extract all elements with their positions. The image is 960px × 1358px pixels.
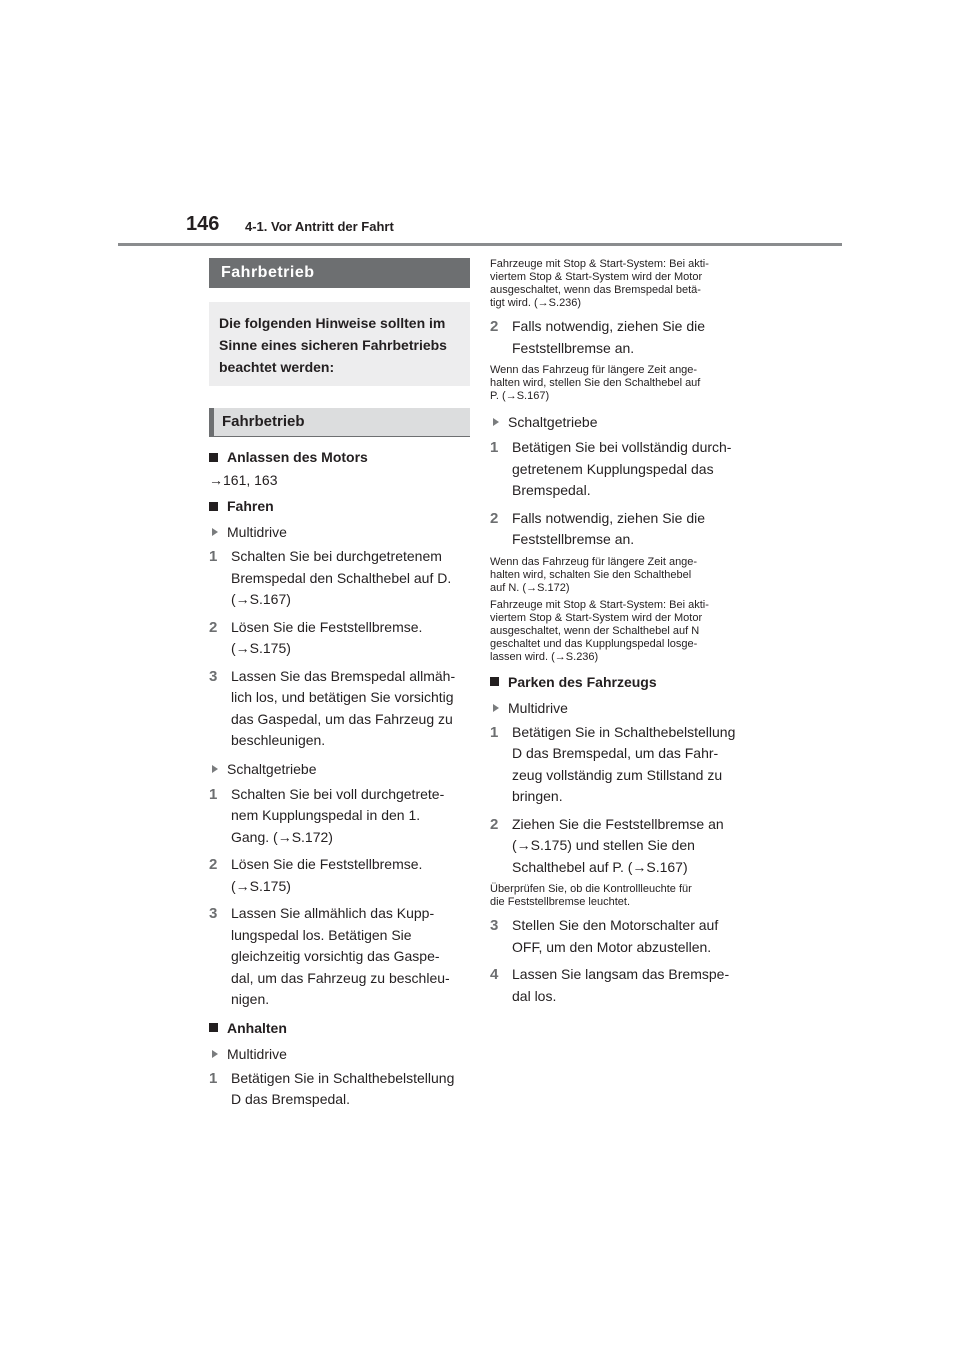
step-item <box>209 784 470 849</box>
step-line: (→S.175) und stellen Sie den <box>512 837 695 853</box>
note-line: Wenn das Fahrzeug für längere Zeit ange- <box>490 555 698 568</box>
step-item <box>209 1068 470 1111</box>
note-line: viertem Stop & Start-System wird der Motor <box>490 271 703 283</box>
right-column <box>490 258 751 1007</box>
subheading-multidrive <box>209 1044 470 1064</box>
note-line: halten wird, schalten Sie den Schalthebel <box>490 568 692 581</box>
step-number: 1 <box>209 785 218 803</box>
section-title: 4-1. Vor Antritt der Fahrt <box>245 219 394 234</box>
step-line: OFF, um den Motor abzustellen. <box>512 938 712 955</box>
triangle-bullet-icon <box>493 704 499 712</box>
subheading-text: Multidrive <box>508 699 568 716</box>
heading-anlassen <box>209 447 470 467</box>
note-line: ausgeschaltet, wenn der Schalthebel auf N <box>490 624 700 637</box>
step-line: zeug vollständig zum Stillstand zu <box>512 766 723 783</box>
step-number: 3 <box>209 667 218 685</box>
notice-line: Sinne eines sicheren Fahrbetriebs <box>219 337 447 353</box>
step-line: Betätigen Sie in Schalthebelstellung <box>512 723 736 740</box>
step-line: dal los. <box>512 987 557 1004</box>
subheading-text: Schaltgetriebe <box>508 414 598 430</box>
step-text <box>512 316 751 359</box>
header-divider <box>118 243 842 246</box>
step-line: (→S.175) <box>231 640 291 656</box>
heading-parken <box>490 672 751 692</box>
step-text <box>512 814 751 879</box>
step-item <box>490 964 751 1007</box>
square-bullet-icon <box>209 502 218 511</box>
step-item <box>490 508 751 551</box>
step-text <box>512 964 751 1007</box>
step-text <box>231 617 470 660</box>
notice-line: Die folgenden Hinweise sollten im <box>219 315 446 331</box>
note-line: die Feststellbremse leuchtet. <box>490 896 631 908</box>
note-text <box>490 258 751 310</box>
subheading-text: Schaltgetriebe <box>227 760 317 777</box>
step-line: Stellen Sie den Motorschalter auf <box>512 917 719 933</box>
heading-text: Fahren <box>227 498 274 514</box>
note-line: lassen wird. (→S.236) <box>490 650 599 663</box>
step-line: Lassen Sie langsam das Bremspe- <box>512 966 730 982</box>
triangle-bullet-icon <box>212 528 218 536</box>
step-line: Falls notwendig, ziehen Sie die <box>512 509 706 526</box>
page-number: 146 <box>186 213 220 235</box>
main-section-banner: Fahrbetrieb <box>209 258 470 288</box>
sub-section-banner: Fahrbetrieb <box>209 408 470 437</box>
step-number: 2 <box>490 815 499 833</box>
step-line: Lassen Sie allmählich das Kupp- <box>231 905 435 921</box>
square-bullet-icon <box>490 677 499 686</box>
step-text <box>231 546 470 611</box>
subheading-multidrive <box>490 698 751 718</box>
subheading-multidrive <box>209 522 470 542</box>
step-line: D das Bremspedal, um das Fahr- <box>512 745 719 761</box>
heading-text: Parken des Fahrzeugs <box>508 673 657 690</box>
step-item <box>490 915 751 958</box>
square-bullet-icon <box>209 453 218 462</box>
step-line: Falls notwendig, ziehen Sie die <box>512 318 706 334</box>
step-line: nem Kupplungspedal in den 1. <box>231 807 421 823</box>
step-text <box>231 784 470 849</box>
step-text <box>231 1068 470 1111</box>
triangle-bullet-icon <box>493 418 499 426</box>
note-line: Fahrzeuge mit Stop & Start-System: Bei akti- <box>490 258 709 270</box>
step-number: 1 <box>209 1069 218 1087</box>
page-reference: →161, 163 <box>209 472 278 488</box>
step-item <box>490 814 751 879</box>
note-line: ausgeschaltet, wenn das Bremspedal betä- <box>490 284 701 296</box>
step-text <box>512 915 751 958</box>
note-line: Überprüfen Sie, ob die Kontrollleuchte für <box>490 883 692 895</box>
heading-fahren <box>209 496 470 516</box>
step-line: getretenem Kupplungspedal das <box>512 460 714 477</box>
step-line: Lösen Sie die Feststellbremse. <box>231 618 423 635</box>
step-line: (→S.167) <box>231 591 291 607</box>
note-line: viertem Stop & Start-System wird der Motor <box>490 611 703 624</box>
step-number: 3 <box>490 917 499 934</box>
step-line: (→S.175) <box>231 877 291 894</box>
step-number: 2 <box>209 856 218 873</box>
subheading-text: Multidrive <box>227 524 287 540</box>
step-line: Feststellbremse an. <box>512 339 635 356</box>
note-line: Wenn das Fahrzeug für längere Zeit ange- <box>490 364 698 376</box>
note-line: halten wird, stellen Sie den Schalthebel auf <box>490 377 701 389</box>
heading-text: Anlassen des Motors <box>227 449 368 465</box>
step-number: 2 <box>490 318 499 335</box>
step-item <box>490 437 751 502</box>
step-line: D das Bremspedal. <box>231 1091 351 1107</box>
subheading-text: Multidrive <box>227 1045 287 1062</box>
step-number: 2 <box>490 509 499 527</box>
step-line: Lassen Sie das Bremspedal allmäh- <box>231 667 456 684</box>
note-text <box>490 599 751 664</box>
step-line: Schalten Sie bei durchgetretenem <box>231 548 442 564</box>
square-bullet-icon <box>209 1023 218 1032</box>
step-number: 3 <box>209 905 218 922</box>
step-item <box>490 722 751 808</box>
step-line: Ziehen Sie die Feststellbremse an <box>512 815 724 832</box>
step-line: Bremspedal den Schalthebel auf D. <box>231 569 452 586</box>
notice-line: beachtet werden: <box>219 359 335 375</box>
step-line: Betätigen Sie in Schalthebelstellung <box>231 1069 455 1086</box>
step-item <box>209 903 470 1011</box>
step-number: 1 <box>209 548 218 565</box>
step-line: bringen. <box>512 788 563 804</box>
step-text <box>231 666 470 752</box>
step-item <box>209 617 470 660</box>
step-text <box>512 508 751 551</box>
step-text <box>512 437 751 502</box>
step-line: Schalten Sie bei voll durchgetrete- <box>231 785 445 802</box>
step-number: 4 <box>490 966 499 983</box>
step-line: Betätigen Sie bei vollständig durch- <box>512 439 732 455</box>
note-text <box>490 364 751 403</box>
left-column <box>209 258 470 1111</box>
step-text <box>231 854 470 897</box>
step-text <box>231 903 470 1011</box>
step-line: Feststellbremse an. <box>512 531 635 547</box>
step-number: 1 <box>490 439 499 456</box>
step-line: gleichzeitig vorsichtig das Gaspe- <box>231 948 440 964</box>
heading-text: Anhalten <box>227 1019 287 1036</box>
heading-anhalten <box>209 1018 470 1038</box>
step-line: lungspedal los. Betätigen Sie <box>231 926 412 943</box>
step-line: dal, um das Fahrzeug zu beschleu- <box>231 969 450 986</box>
step-line: Schalthebel auf P. (→S.167) <box>512 858 688 875</box>
notice-box <box>209 302 470 386</box>
step-number: 1 <box>490 723 499 741</box>
step-line: nigen. <box>231 991 270 1007</box>
step-line: das Gaspedal, um das Fahrzeug zu <box>231 710 453 727</box>
triangle-bullet-icon <box>212 1050 218 1058</box>
step-text <box>512 722 751 808</box>
note-line: tigt wird. (→S.236) <box>490 297 582 309</box>
note-line: geschaltet und das Kupplungspedal losge- <box>490 637 698 650</box>
step-line: Bremspedal. <box>512 482 591 498</box>
step-item <box>209 854 470 897</box>
note-line: auf N. (→S.172) <box>490 581 570 594</box>
step-item <box>490 316 751 359</box>
note-text <box>490 883 751 909</box>
step-item <box>209 546 470 611</box>
step-line: lich los, und betätigen Sie vorsichtig <box>231 689 454 705</box>
subheading-schaltgetriebe <box>209 759 470 779</box>
triangle-bullet-icon <box>212 765 218 773</box>
step-line: Gang. (→S.172) <box>231 828 333 845</box>
step-number: 2 <box>209 618 218 636</box>
step-item <box>209 666 470 752</box>
note-line: Fahrzeuge mit Stop & Start-System: Bei akti- <box>490 598 709 611</box>
note-line: P. (→S.167) <box>490 390 550 402</box>
step-line: Lösen Sie die Feststellbremse. <box>231 856 423 872</box>
note-text <box>490 556 751 595</box>
subheading-schaltgetriebe <box>490 412 751 432</box>
step-line: beschleunigen. <box>231 732 326 748</box>
